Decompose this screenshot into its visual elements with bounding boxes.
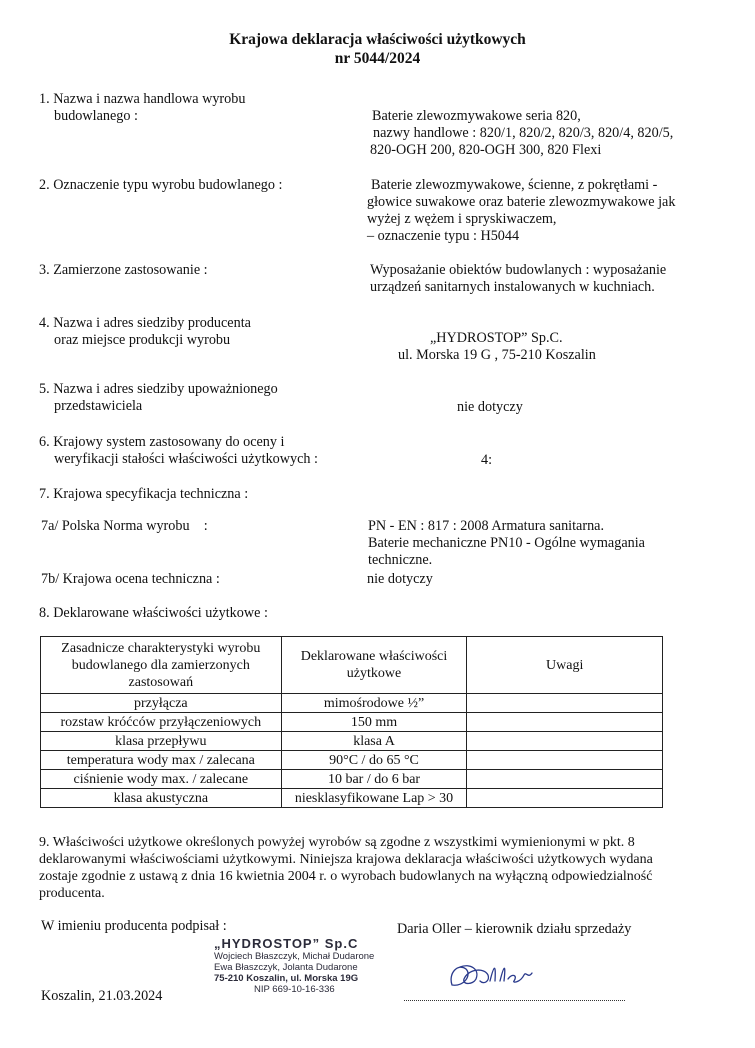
item-4-value-address: ul. Morska 19 G , 75-210 Koszalin — [398, 347, 596, 363]
feature-cell: rozstaw króćców przyłączeniowych — [41, 713, 282, 732]
feature-cell: klasa przepływu — [41, 732, 282, 751]
conformity-statement: 9. Właściwości użytkowe określonych powyżej wyrobów są zgodne z wszystkimi wymienionymi w pkt. 8 deklarowanymi właściwościami użytkowymi. Niniejsza krajowa deklaracja właściwości użytkowych wydana zostaje zgodnie z ustawą z dnia 16 kwietnia 2004 r. o wyrobach budowlanych na wyłączną odpowiedzialność producenta. — [39, 835, 653, 901]
signature-line — [404, 1000, 625, 1001]
company-stamp: „HYDROSTOP” Sp.C Wojciech Błaszczyk, Michał Dudarone Ewa Błaszczyk, Jolanta Dudarone 75-210 Koszalin, ul. Morska 19G NIP 669-10-16-336 — [214, 937, 374, 995]
item-5-value: nie dotyczy — [457, 399, 523, 415]
feature-cell: klasa akustyczna — [41, 789, 282, 808]
table-row — [41, 713, 663, 732]
value-cell: niesklasyfikowane Lap > 30 — [281, 789, 467, 808]
table-row — [41, 770, 663, 789]
item-2-label: 2. Oznaczenie typu wyrobu budowlanego : — [39, 177, 283, 193]
item-2-value: Baterie zlewozmywakowe, ścienne, z pokrętłami - głowice suwakowe oraz baterie zlewozmywakowe jak wyżej z wężem i spryskiwaczem, – oznaczenie typu : H5044 — [367, 177, 676, 244]
note-cell — [467, 751, 663, 770]
header-notes: Uwagi — [467, 637, 663, 694]
table-row — [41, 789, 663, 808]
note-cell — [467, 789, 663, 808]
table-row — [41, 694, 663, 713]
handwritten-signature — [440, 955, 540, 995]
note-cell — [467, 713, 663, 732]
table-header-row — [41, 637, 663, 694]
value-cell: mimośrodowe ½” — [281, 694, 467, 713]
signer-name: Daria Oller – kierownik działu sprzedaży — [397, 921, 632, 937]
item-4-label: 4. Nazwa i adres siedziby producenta oraz miejsce produkcji wyrobu — [39, 315, 251, 348]
item-5-label: 5. Nazwa i adres siedziby upoważnionego przedstawiciela — [39, 381, 278, 414]
header-declared: Deklarowane właściwości użytkowe — [281, 637, 467, 694]
item-1-value: Baterie zlewozmywakowe seria 820, nazwy handlowe : 820/1, 820/2, 820/3, 820/4, 820/5, 820-OGH 200, 820-OGH 300, 820 Flexi — [370, 108, 674, 158]
value-cell: 150 mm — [281, 713, 467, 732]
feature-cell: przyłącza — [41, 694, 282, 713]
value-cell: 10 bar / do 6 bar — [281, 770, 467, 789]
value-cell: klasa A — [281, 732, 467, 751]
properties-table — [40, 636, 663, 808]
document-title: Krajowa deklaracja właściwości użytkowych — [229, 31, 526, 48]
item-6-value: 4: — [481, 452, 493, 468]
item-3-label: 3. Zamierzone zastosowanie : — [39, 262, 208, 278]
item-7a-value: PN - EN : 817 : 2008 Armatura sanitarna. Baterie mechaniczne PN10 - Ogólne wymagania techniczne. — [368, 518, 645, 568]
table-row — [41, 751, 663, 770]
feature-cell: ciśnienie wody max. / zalecane — [41, 770, 282, 789]
table-row — [41, 732, 663, 751]
item-3-value: Wyposażanie obiektów budowlanych : wyposażanie urządzeń sanitarnych instalowanych w kuchniach. — [370, 262, 667, 295]
signed-on-behalf-label: W imieniu producenta podpisał : — [41, 918, 227, 934]
item-4-value-name: „HYDROSTOP” Sp.C. — [430, 330, 563, 346]
document-number: nr 5044/2024 — [334, 50, 421, 67]
item-1-label: 1. Nazwa i nazwa handlowa wyrobu budowlanego : — [39, 91, 246, 124]
place-and-date: Koszalin, 21.03.2024 — [41, 988, 163, 1004]
item-8-label: 8. Deklarowane właściwości użytkowe : — [39, 605, 268, 621]
value-cell: 90°C / do 65 °C — [281, 751, 467, 770]
feature-cell: temperatura wody max / zalecana — [41, 751, 282, 770]
note-cell — [467, 694, 663, 713]
item-7b-value: nie dotyczy — [367, 571, 433, 587]
note-cell — [467, 770, 663, 789]
note-cell — [467, 732, 663, 751]
item-6-label: 6. Krajowy system zastosowany do oceny i weryfikacji stałości właściwości użytkowych : — [39, 434, 318, 467]
item-7b-label: 7b/ Krajowa ocena techniczna : — [41, 571, 220, 587]
header-characteristics: Zasadnicze charakterystyki wyrobu budowlanego dla zamierzonych zastosowań — [41, 637, 282, 694]
item-7a-label: 7a/ Polska Norma wyrobu : — [41, 518, 208, 534]
item-7-label: 7. Krajowa specyfikacja techniczna : — [39, 486, 249, 502]
